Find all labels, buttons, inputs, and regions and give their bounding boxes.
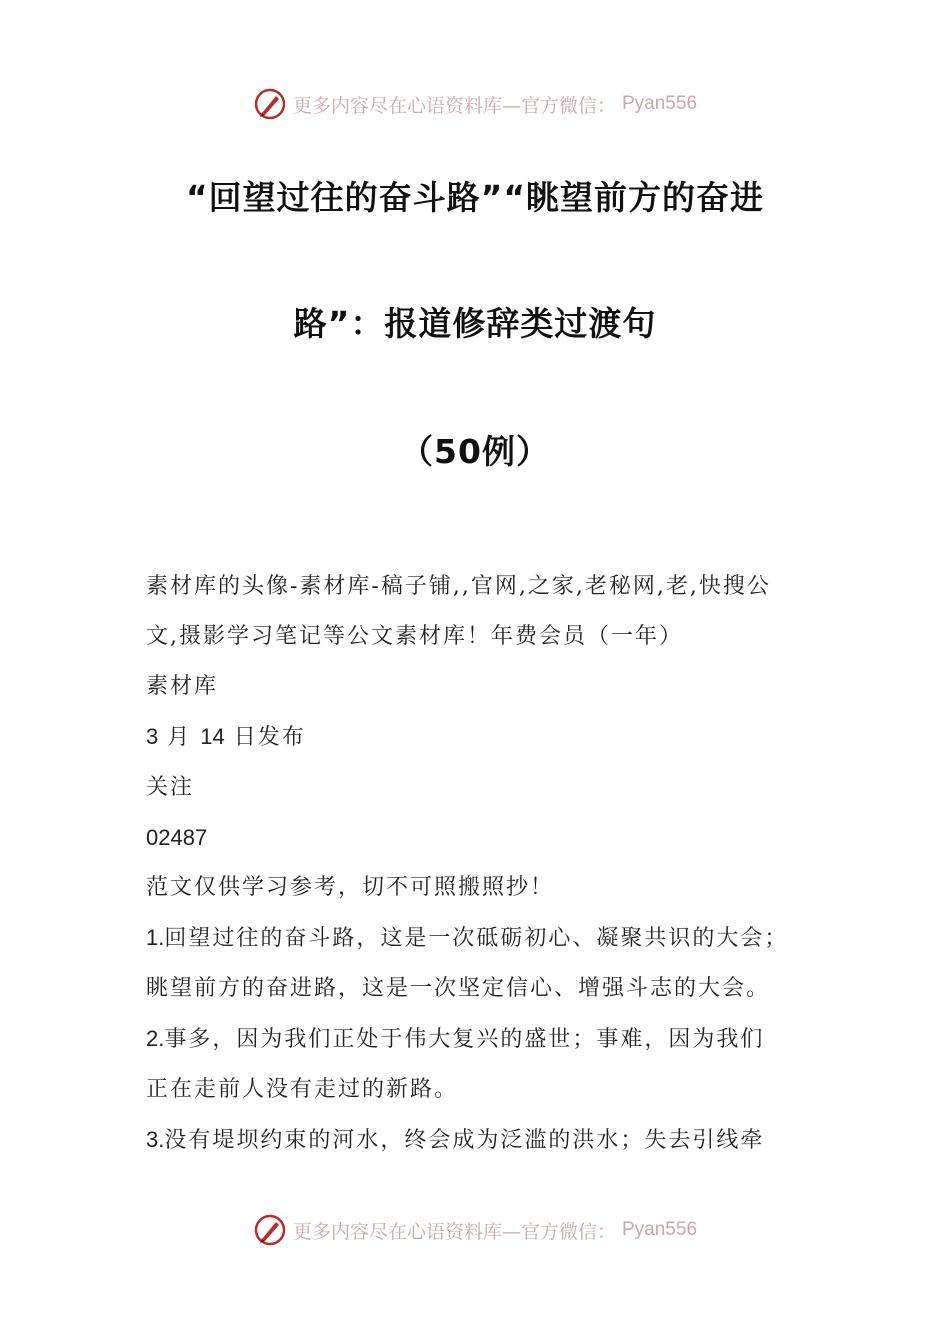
disclaimer: 范文仅供学习参考，切不可照搬照抄！ bbox=[146, 875, 555, 900]
footer-banner bbox=[0, 1210, 950, 1250]
item-text: 回望过往的奋斗路，这是一次砥砺初心、凝聚共识的大会； bbox=[164, 926, 789, 951]
view-count: 02487 bbox=[146, 825, 208, 850]
footer-wechat-id: Pyan556 bbox=[622, 1219, 698, 1240]
date-month-num: 3 bbox=[146, 724, 159, 749]
item-text: 没有堤坝约束的河水，终会成为泛滥的洪水；失去引线牵 bbox=[164, 1128, 765, 1153]
title-line-2: 路”：报道修辞类过渡句 bbox=[293, 304, 657, 343]
header-banner-text: 更多内容尽在心语资料库—官方微信： bbox=[292, 94, 616, 117]
list-item bbox=[146, 1014, 826, 1065]
footer-banner-text: 更多内容尽在心语资料库—官方微信： bbox=[292, 1220, 616, 1243]
author-name: 素材库 bbox=[146, 674, 219, 699]
list-item-continuation: 正在走前人没有走过的新路。 bbox=[146, 1077, 459, 1102]
date-suffix: 日发布 bbox=[233, 725, 306, 750]
header-banner bbox=[0, 84, 950, 124]
list-item-continuation: 眺望前方的奋进路，这是一次坚定信心、增强斗志的大会。 bbox=[146, 976, 771, 1001]
date-month-label: 月 bbox=[167, 725, 192, 750]
pen-logo-icon bbox=[253, 1213, 287, 1247]
list-item bbox=[146, 913, 826, 964]
source-line-2: 文,摄影学习笔记等公文素材库！年费会员（一年） bbox=[146, 624, 683, 649]
item-number: 3. bbox=[146, 1127, 165, 1152]
follow-label[interactable]: 关注 bbox=[146, 775, 195, 800]
pen-logo-icon bbox=[253, 87, 287, 121]
header-wechat-id: Pyan556 bbox=[622, 93, 698, 114]
date-day-num: 14 bbox=[200, 724, 225, 749]
item-text: 事多，因为我们正处于伟大复兴的盛世；事难，因为我们 bbox=[164, 1027, 765, 1052]
item-number: 1. bbox=[146, 925, 165, 950]
title-line-3: （50例） bbox=[400, 432, 550, 471]
list-item bbox=[146, 1115, 826, 1166]
item-number: 2. bbox=[146, 1026, 165, 1051]
source-line-1: 素材库的头像-素材库-稿子铺,,官网,之家,老秘网,老,快搜公 bbox=[146, 574, 771, 599]
publish-date bbox=[146, 712, 826, 763]
article-body bbox=[146, 562, 826, 1166]
title-line-1: “回望过往的奋斗路”“眺望前方的奋进 bbox=[185, 178, 765, 217]
